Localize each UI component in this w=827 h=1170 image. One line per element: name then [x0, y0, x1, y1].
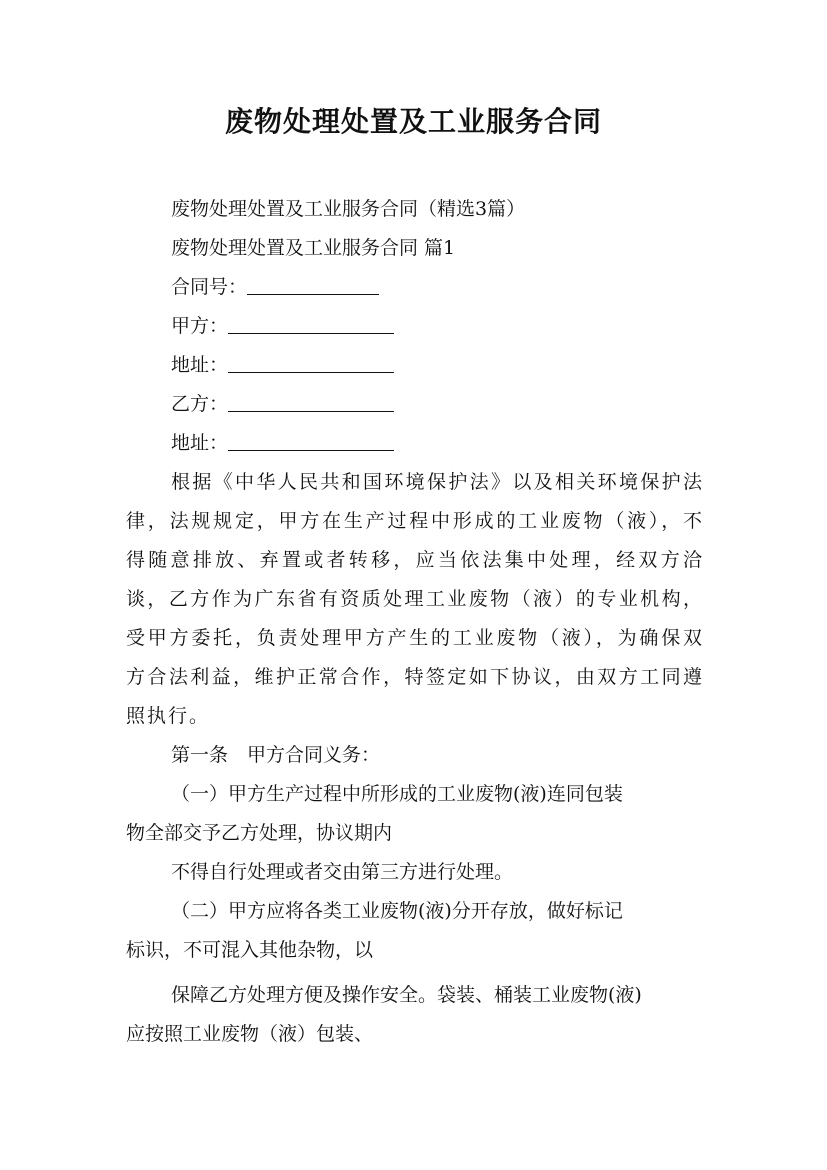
party-b-label: 乙方： [171, 393, 229, 415]
party-a-address-field [126, 346, 704, 385]
party-a-label: 甲方： [171, 315, 229, 337]
document-body [126, 190, 704, 1054]
intro-paragraph: 根据《中华人民共和国环境保护法》以及相关环境保护法律，法规规定，甲方在生产过程中形成的工业废物（液），不得随意排放、弃置或者转移，应当依法集中处理，经双方洽谈，乙方作为广东省有资质处理工业废物（液）的专业机构，受甲方委托，负责处理甲方产生的工业废物（液），为确保双方合法利益，维护正常合作，特签定如下协议，由双方工同遵照执行。 [126, 471, 704, 727]
clause-2-line-2: 标识，不可混入其他杂物，以 [126, 939, 374, 961]
section-heading: 废物处理处置及工业服务合同 篇1 [171, 237, 456, 259]
party-a-field [126, 307, 704, 346]
party-b-blank [228, 391, 394, 412]
clause-2-line-4: 应按照工业废物（液）包装、 [126, 1023, 374, 1045]
contract-number-blank [247, 274, 379, 295]
contract-number-field [126, 268, 704, 307]
party-b-address-field [126, 424, 704, 463]
contract-number-label: 合同号： [171, 276, 248, 298]
clause-1-line-2: 物全部交予乙方处理，协议期内 [126, 822, 393, 844]
clause-2-line-1: （二）甲方应将各类工业废物(液)分开存放，做好标记 [171, 900, 623, 922]
party-a-blank [228, 313, 394, 334]
clause-1-line-3: 不得自行处理或者交由第三方进行处理。 [171, 861, 514, 883]
party-b-address-label: 地址： [171, 432, 229, 454]
document-subtitle: 废物处理处置及工业服务合同（精选3篇） [171, 198, 526, 220]
clause-1-line-1: （一）甲方生产过程中所形成的工业废物(液)连同包装 [171, 783, 623, 805]
clause-2-line-3: 保障乙方处理方便及操作安全。袋装、桶装工业废物(液) [171, 984, 642, 1006]
party-b-address-blank [228, 430, 394, 451]
party-a-address-blank [228, 352, 394, 373]
article-1-heading: 第一条 甲方合同义务： [171, 744, 381, 766]
document-title: 废物处理处置及工业服务合同 [224, 105, 602, 138]
party-a-address-label: 地址： [171, 354, 229, 376]
party-b-field [126, 385, 704, 424]
